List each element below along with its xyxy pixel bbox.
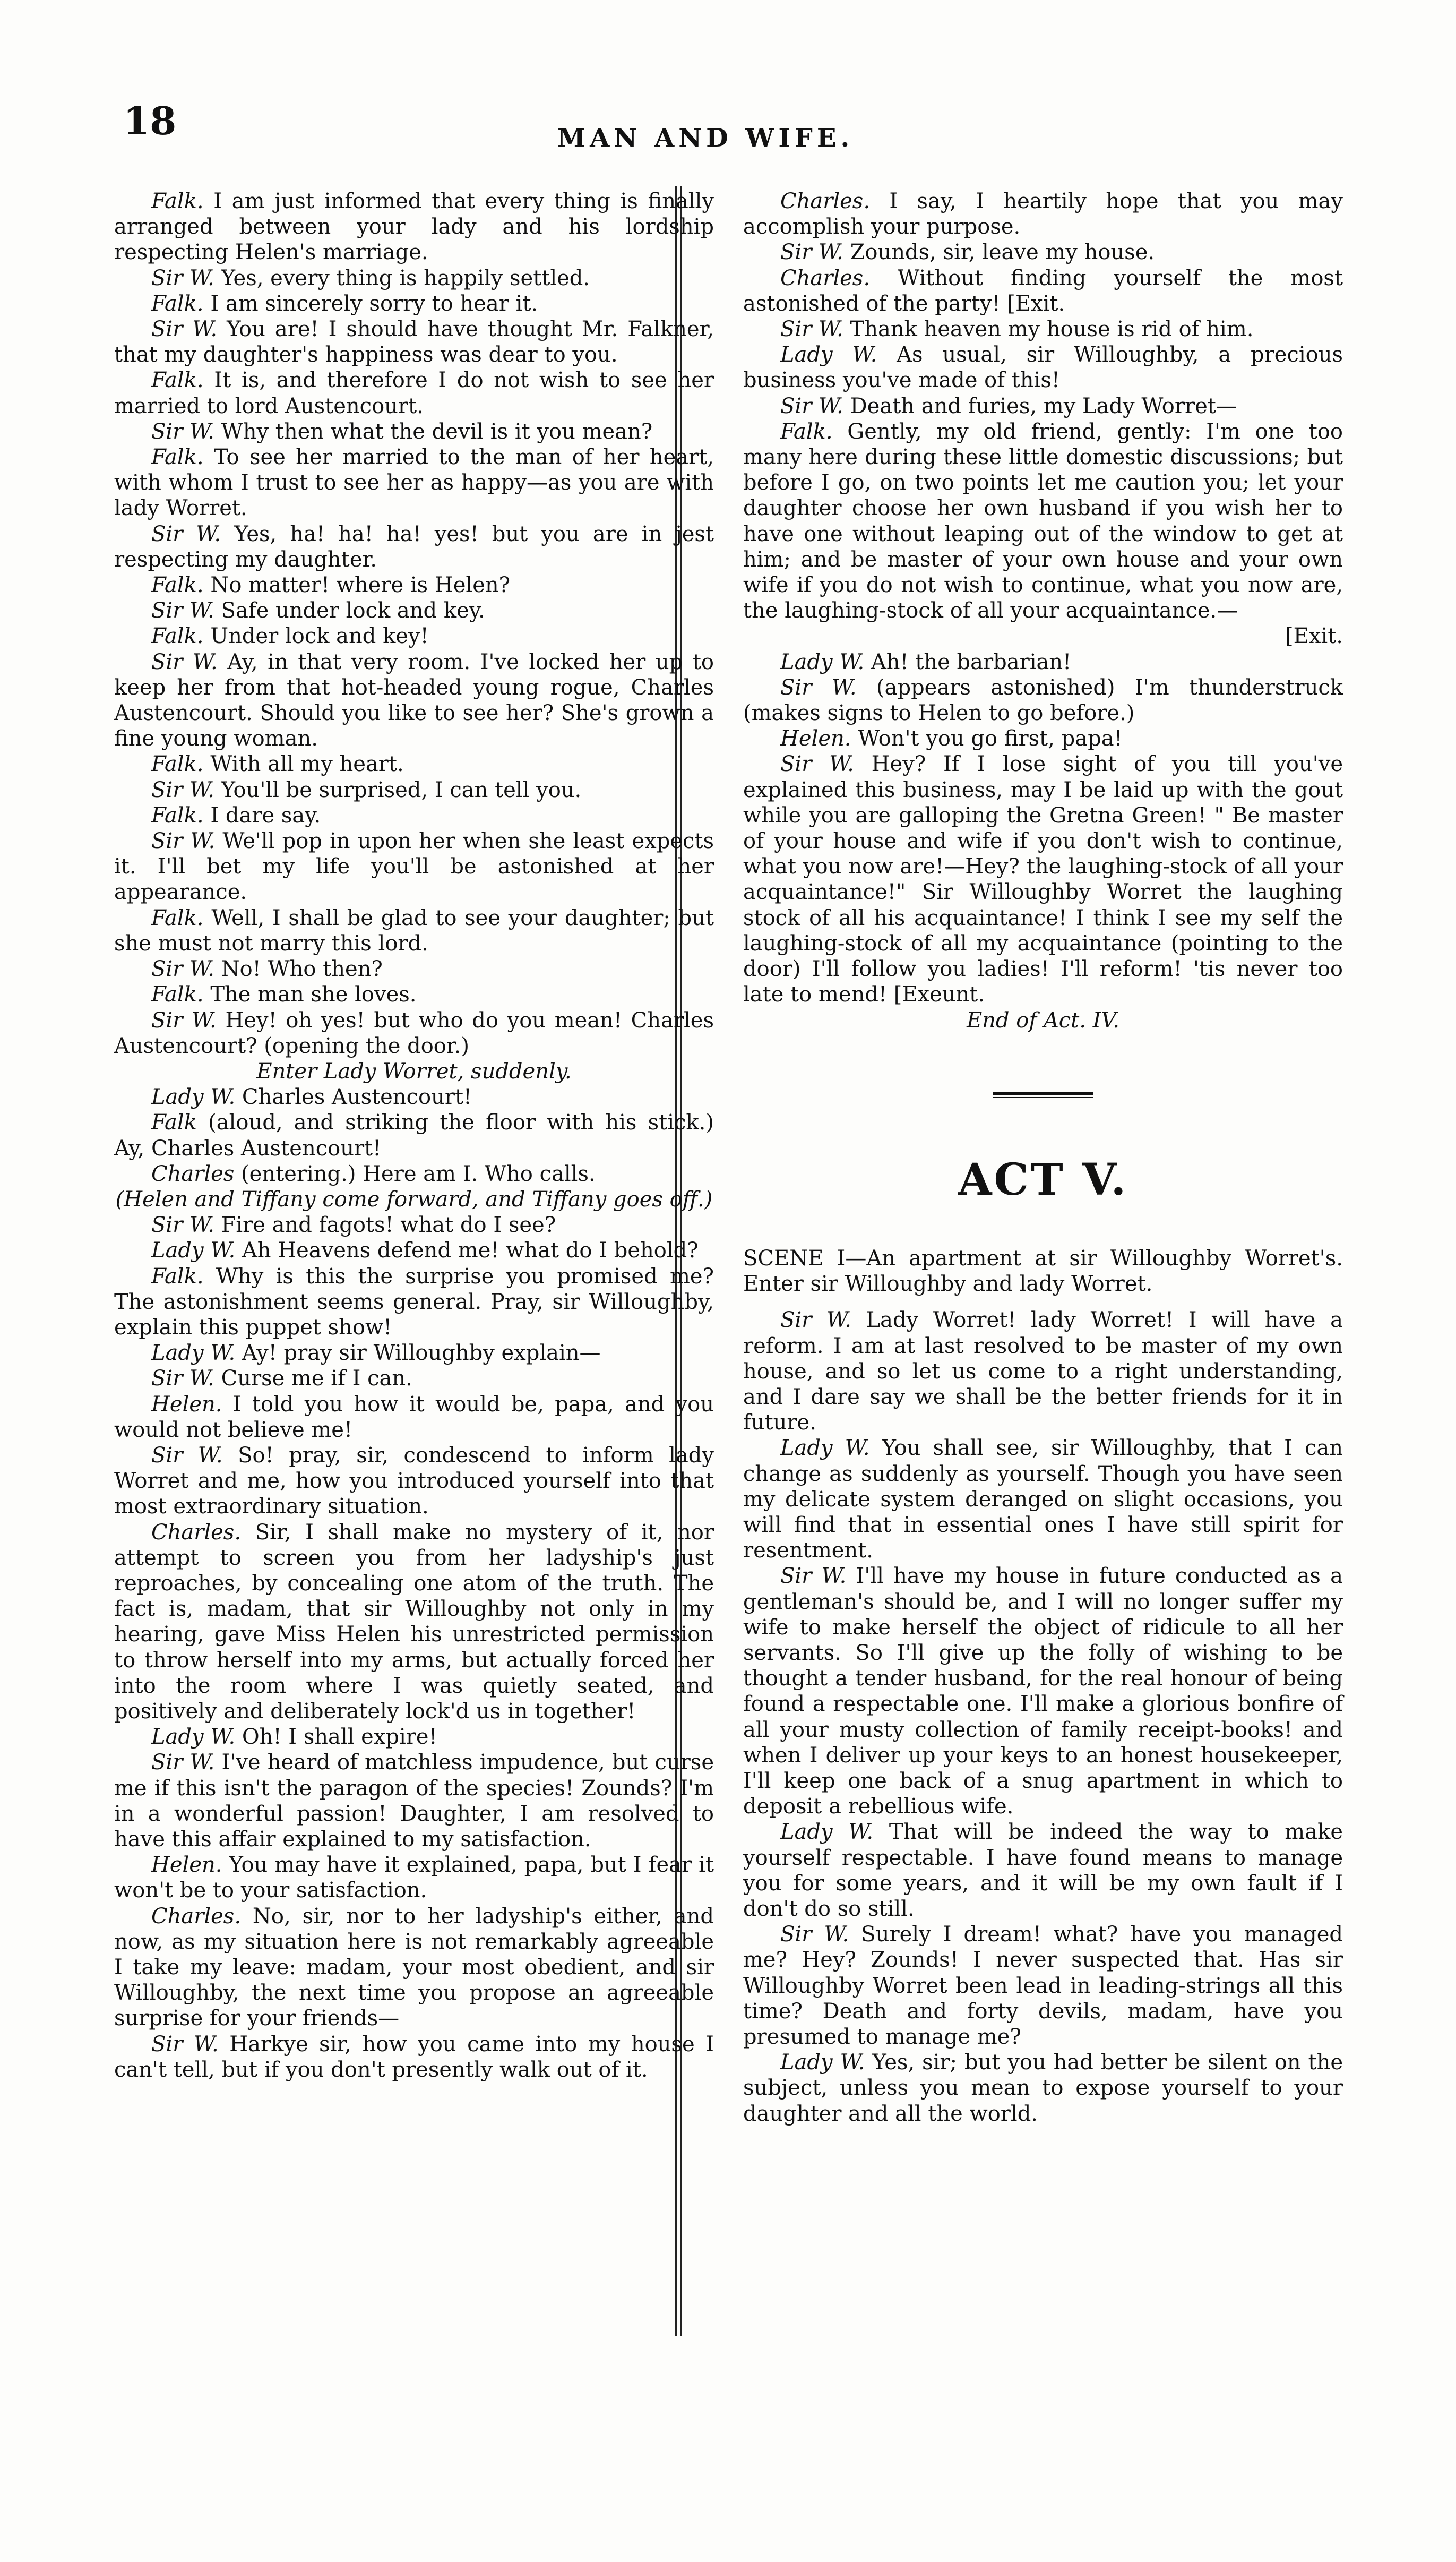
- speech-text: Thank heaven my house is rid of him.: [843, 317, 1254, 342]
- speech-text: Yes, sir; but you had better be silent on the subject, unless you mean to expose yourself to your daughter and all the world.: [743, 2050, 1343, 2126]
- dialogue-line: [114, 1008, 714, 1059]
- dialogue-line: [114, 1161, 714, 1187]
- dialogue-line: [743, 316, 1343, 342]
- dialogue-line: [743, 675, 1343, 726]
- speech-text: I told you how it would be, papa, and you would not believe me!: [114, 1392, 714, 1442]
- dialogue-line: [114, 1366, 714, 1391]
- speaker-name: Falk.: [151, 368, 204, 393]
- speech-text: With all my heart.: [203, 752, 404, 777]
- dialogue-line: [743, 751, 1343, 1007]
- speech-text: (entering.) Here am I. Who calls.: [234, 1161, 596, 1186]
- dialogue-line: [114, 598, 714, 623]
- dialogue-line: [114, 1187, 714, 1212]
- speech-text: You are! I should have thought Mr. Falkner, that my daughter's happiness was dear to you.: [114, 317, 714, 367]
- speaker-name: Sir W.: [151, 2032, 219, 2057]
- speaker-name: Helen.: [151, 1392, 222, 1417]
- dialogue-line: [114, 956, 714, 982]
- dialogue-line: [114, 982, 714, 1007]
- dialogue-line: [114, 1443, 714, 1520]
- speech-text: Enter Lady Worret, suddenly.: [256, 1059, 572, 1084]
- dialogue-line: [114, 803, 714, 828]
- act-five-dialogue: [743, 1307, 1343, 2127]
- speech-text: Curse me if I can.: [214, 1366, 412, 1391]
- speaker-name: Falk.: [780, 419, 833, 444]
- dialogue-line: [114, 521, 714, 572]
- speaker-name: Sir W.: [780, 1308, 851, 1333]
- speech-text: Safe under lock and key.: [214, 598, 485, 623]
- speaker-name: Sir W.: [780, 317, 843, 342]
- speaker-name: Falk: [151, 1110, 197, 1135]
- speaker-name: Falk.: [151, 573, 204, 598]
- speaker-name: Lady W.: [780, 1820, 874, 1845]
- dialogue-line: [743, 623, 1343, 649]
- speaker-name: Lady W.: [780, 649, 865, 674]
- speaker-name: Sir W.: [151, 1008, 217, 1033]
- speaker-name: Lady W.: [780, 1436, 870, 1461]
- speaker-name: Charles.: [151, 1520, 242, 1545]
- speech-text: You'll be surprised, I can tell you.: [214, 777, 582, 802]
- speech-text: (aloud, and striking the floor with his stick.) Ay, Charles Austencourt!: [114, 1110, 714, 1161]
- speech-text: Yes, ha! ha! ha! yes! but you are in jest respecting my daughter.: [114, 521, 714, 572]
- right-column: [743, 188, 1343, 2127]
- dialogue-line: [743, 726, 1343, 751]
- speech-text: Ah! the barbarian!: [864, 649, 1072, 674]
- speech-text: Lady Worret! lady Worret! I will have a reform. I am at last resolved to be master of my own house, and so let us come to a right understanding, and I dare say we shall be the better friends for it in future.: [743, 1308, 1343, 1435]
- speaker-name: Lady W.: [151, 1238, 236, 1263]
- speaker-name: Sir W.: [151, 829, 216, 854]
- dialogue-line: [114, 1212, 714, 1238]
- speech-text: As usual, sir Willoughby, a precious business you've made of this!: [743, 342, 1343, 393]
- speaker-name: Falk.: [151, 905, 204, 930]
- speech-text: Hey! oh yes! but who do you mean! Charles Austencourt? (opening the door.): [114, 1008, 714, 1058]
- dialogue-line: [114, 188, 714, 265]
- speech-text: We'll pop in upon her when she least expects it. I'll bet my life you'll be astonished at her appearance.: [114, 829, 714, 905]
- speech-text: Ay! pray sir Willoughby explain—: [235, 1341, 601, 1366]
- speaker-name: Falk.: [151, 1264, 204, 1289]
- speaker-name: Lady W.: [151, 1341, 236, 1366]
- speech-text: That will be indeed the way to make yourself respectable. I have found means to manage you for some years, and it will be my own fault if I don't do so still.: [743, 1820, 1343, 1921]
- speech-text: I am sincerely sorry to hear it.: [203, 291, 538, 316]
- scene-heading: SCENE I—An apartment at sir Willoughby Worret's. Enter sir Willoughby and lady Worret.: [743, 1246, 1343, 1297]
- act-divider-ornament: [993, 1092, 1093, 1098]
- speech-text: Yes, every thing is happily settled.: [214, 265, 590, 290]
- dialogue-line: [114, 905, 714, 956]
- speaker-name: Sir W.: [780, 752, 854, 777]
- speaker-name: Sir W.: [780, 240, 843, 265]
- speaker-name: Falk.: [151, 803, 204, 828]
- speech-text: I say, I heartily hope that you may accomplish your purpose.: [743, 189, 1343, 239]
- dialogue-line: [114, 1110, 714, 1161]
- page-number: 18: [123, 98, 177, 143]
- speaker-name: Lady W.: [780, 2050, 865, 2075]
- dialogue-line: [114, 649, 714, 752]
- speech-text: Zounds, sir, leave my house.: [843, 240, 1155, 265]
- speech-text: I dare say.: [203, 803, 321, 828]
- dialogue-line: [114, 265, 714, 291]
- speech-text: (Helen and Tiffany come forward, and Tiffany goes off.): [115, 1187, 713, 1212]
- dialogue-line: [743, 2050, 1343, 2127]
- speech-text: Without finding yourself the most astonished of the party! [Exit.: [743, 265, 1343, 316]
- speaker-name: Sir W.: [151, 1366, 214, 1391]
- speech-text: I've heard of matchless impudence, but curse me if this isn't the paragon of the species! Zounds? I'm in a wonderful passion! Daughter, I am resolved to have this affair explained to my satisfaction.: [114, 1750, 714, 1852]
- speaker-name: Falk.: [151, 445, 204, 470]
- speaker-name: Sir W.: [151, 521, 221, 546]
- speech-text: Why is this the surprise you promised me? The astonishment seems general. Pray, sir Willoughby, explain this puppet show!: [114, 1264, 714, 1340]
- dialogue-line: [743, 1307, 1343, 1435]
- dialogue-line: [114, 1750, 714, 1852]
- speaker-name: Falk.: [151, 291, 204, 316]
- speech-text: No! Who then?: [214, 957, 383, 982]
- speech-text: Under lock and key!: [203, 624, 429, 649]
- speaker-name: Sir W.: [151, 1213, 214, 1238]
- dialogue-line: [114, 777, 714, 803]
- speaker-name: Sir W.: [151, 649, 218, 674]
- speaker-name: Charles.: [780, 265, 871, 290]
- dialogue-line: [114, 1340, 714, 1366]
- speech-text: I am just informed that every thing is finally arranged between your lady and his lordship respecting Helen's marriage.: [114, 189, 714, 265]
- speaker-name: Sir W.: [151, 957, 214, 982]
- dialogue-line: [743, 265, 1343, 316]
- speaker-name: Lady W.: [151, 1725, 236, 1750]
- speaker-name: Sir W.: [780, 675, 857, 700]
- speaker-name: Falk.: [151, 982, 204, 1007]
- speaker-name: Helen.: [151, 1853, 222, 1878]
- speaker-name: Sir W.: [780, 393, 843, 418]
- dialogue-line: [114, 751, 714, 777]
- speech-text: [Exit.: [1285, 624, 1343, 649]
- speech-text: No matter! where is Helen?: [203, 573, 511, 598]
- dialogue-line: [114, 1904, 714, 2032]
- speaker-name: Sir W.: [151, 777, 214, 802]
- speaker-name: Helen.: [780, 726, 851, 751]
- speaker-name: Charles.: [151, 1904, 242, 1929]
- speech-text: Gently, my old friend, gently: I'm one too many here during these little domestic discussions; but before I go, on two points let me caution you; let your daughter choose her own husband if you wish her to have one without leaping out of the window to get at him; and be master of your own house and your own wife if you do not wish to continue, what you now are, the laughing-stock of all your acquaintance.—: [743, 419, 1343, 623]
- speech-text: Sir, I shall make no mystery of it, nor attempt to screen you from her ladyship's just reproaches, by concealing one atom of the truth. The fact is, madam, that sir Willoughby not only in my hearing, gave Miss Helen his unrestricted permission to throw herself into my arms, but actually forced her into the room where I was quietly seated, and positively and deliberately lock'd us in together!: [114, 1520, 714, 1724]
- dialogue-line: [114, 2032, 714, 2083]
- dialogue-line: [743, 1008, 1343, 1033]
- dialogue-line: [743, 239, 1343, 265]
- speech-text: You may have it explained, papa, but I fear it won't be to your satisfaction.: [114, 1853, 714, 1903]
- dialogue-line: [743, 649, 1343, 675]
- dialogue-line: [114, 1059, 714, 1084]
- dialogue-line: [114, 444, 714, 521]
- speech-text: Death and furies, my Lady Worret—: [843, 393, 1237, 418]
- speaker-name: Sir W.: [780, 1922, 849, 1947]
- dialogue-line: [743, 1435, 1343, 1563]
- dialogue-line: [743, 419, 1343, 624]
- dialogue-line: [743, 1563, 1343, 1819]
- dialogue-line: [114, 316, 714, 367]
- speech-text: Charles Austencourt!: [235, 1085, 472, 1110]
- speech-text: It is, and therefore I do not wish to see her married to lord Austencourt.: [114, 368, 714, 418]
- right-column-dialogue: [743, 188, 1343, 1033]
- dialogue-line: [114, 1724, 714, 1750]
- dialogue-line: [114, 1392, 714, 1443]
- speech-text: You shall see, sir Willoughby, that I can change as suddenly as yourself. Though you have seen my delicate system deranged on slight occasions, you will find that in essential ones I have still spirit for resentment.: [743, 1436, 1343, 1563]
- speaker-name: Charles.: [780, 189, 871, 213]
- speaker-name: Sir W.: [151, 265, 214, 290]
- dialogue-line: [114, 367, 714, 418]
- dialogue-line: [743, 1819, 1343, 1922]
- dialogue-line: [114, 623, 714, 649]
- speech-text: No, sir, nor to her ladyship's either, and now, as my situation here is not remarkably agreeable I take my leave: madam, your most obedient, and sir Willoughby, the next time you propose an agreeable surprise for your friends—: [114, 1904, 714, 2031]
- speech-text: I'll have my house in future conducted as a gentleman's should be, and I will no longer suffer my wife to make herself the object of ridicule to all her servants. So I'll give up the folly of wishing to be thought a tender husband, for the real honour of being found a respectable one. I'll make a glorious bonfire of all your musty collection of family receipt-books! and when I deliver up your keys to an honest housekeeper, I'll keep one back of a snug apartment in which to deposit a rebellious wife.: [743, 1564, 1343, 1819]
- speech-text: So! pray, sir, condescend to inform lady Worret and me, how you introduced yourself into that most extraordinary situation.: [114, 1443, 714, 1519]
- dialogue-line: [114, 1520, 714, 1725]
- speaker-name: Sir W.: [780, 1564, 847, 1589]
- speaker-name: Falk.: [151, 189, 204, 213]
- speaker-name: Sir W.: [151, 419, 214, 444]
- speaker-name: Lady W.: [151, 1085, 236, 1110]
- speaker-name: Lady W.: [780, 342, 877, 367]
- dialogue-line: [114, 572, 714, 598]
- speaker-name: Sir W.: [151, 598, 214, 623]
- running-title: MAN AND WIFE.: [557, 123, 854, 153]
- dialogue-line: [743, 342, 1343, 393]
- dialogue-line: [743, 393, 1343, 419]
- speech-text: Harkye sir, how you came into my house I can't tell, but if you don't presently walk out of it.: [114, 2032, 714, 2082]
- dialogue-line: [114, 1852, 714, 1903]
- speech-text: Oh! I shall expire!: [235, 1725, 437, 1750]
- speaker-name: Falk.: [151, 752, 204, 777]
- dialogue-line: [114, 828, 714, 905]
- act-title: ACT V.: [958, 1154, 1128, 1205]
- speech-text: Won't you go first, papa!: [851, 726, 1123, 751]
- dialogue-line: [114, 1238, 714, 1263]
- speaker-name: Sir W.: [151, 317, 218, 342]
- dialogue-line: [743, 1922, 1343, 2050]
- left-column: [114, 188, 714, 2083]
- speech-text: Well, I shall be glad to see your daughter; but she must not marry this lord.: [114, 905, 714, 956]
- speech-text: End of Act. IV.: [966, 1008, 1120, 1033]
- speaker-name: Sir W.: [151, 1443, 223, 1468]
- speaker-name: Charles: [151, 1161, 235, 1186]
- speech-text: Ah Heavens defend me! what do I behold?: [235, 1238, 699, 1263]
- speech-text: Hey? If I lose sight of you till you've explained this business, may I be laid up with the gout while you are galloping the Gretna Green! " Be master of your house and wife if you don't wish to continue, what you now are!—Hey? the laughing-stock of all your acquaintance!" Sir Willoughby Worret the laughing stock of all his acquaintance! I think I see my self the laughing-stock of all my acquaintance (pointing to the door) I'll follow you ladies! I'll reform! 'tis never too late to mend! [Exeunt.: [743, 752, 1343, 1007]
- dialogue-line: [114, 291, 714, 316]
- dialogue-line: [114, 1084, 714, 1110]
- speaker-name: Falk.: [151, 624, 204, 649]
- speech-text: Surely I dream! what? have you managed me? Hey? Zounds! I never suspected that. Has sir Willoughby Worret been lead in leading-strings all this time? Death and forty devils, madam, have you presumed to manage me?: [743, 1922, 1343, 2049]
- speech-text: Why then what the devil is it you mean?: [214, 419, 653, 444]
- dialogue-line: [114, 1264, 714, 1341]
- speech-text: Ay, in that very room. I've locked her up to keep her from that hot-headed young rogue, Charles Austencourt. Should you like to see her? She's grown a fine young woman.: [114, 649, 714, 751]
- speech-text: To see her married to the man of her heart, with whom I trust to see her as happy—as you are with lady Worret.: [114, 445, 714, 521]
- dialogue-line: [114, 419, 714, 444]
- dialogue-line: [743, 188, 1343, 239]
- speech-text: (appears astonished) I'm thunderstruck (makes signs to Helen to go before.): [743, 675, 1343, 726]
- speech-text: Fire and fagots! what do I see?: [214, 1213, 556, 1238]
- speech-text: The man she loves.: [203, 982, 417, 1007]
- speaker-name: Sir W.: [151, 1750, 215, 1775]
